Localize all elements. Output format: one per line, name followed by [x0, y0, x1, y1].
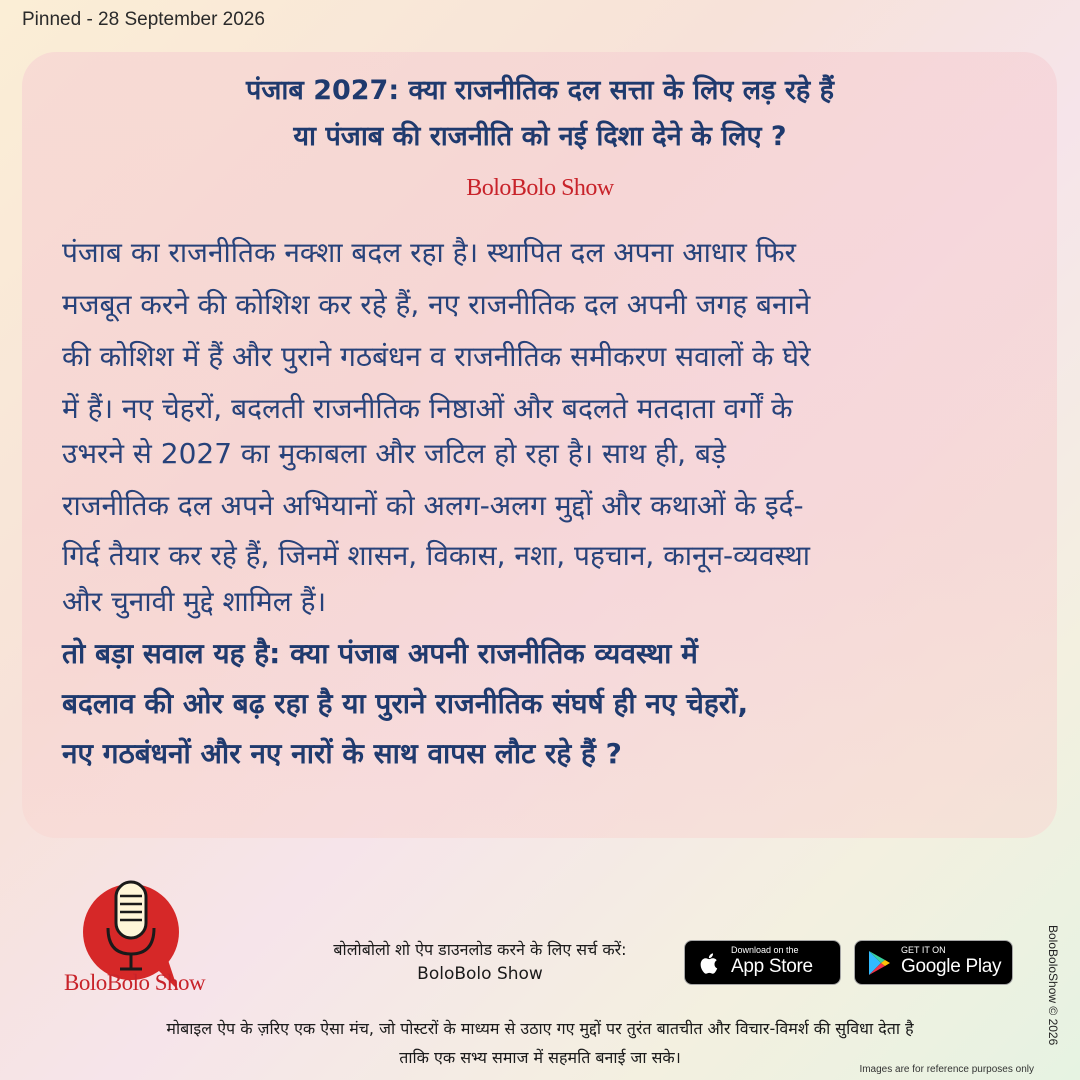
apple-icon — [695, 949, 723, 977]
app-store-small-label: Download on the — [731, 945, 799, 955]
footer-line-2: ताकि एक सभ्य समाज में सहमति बनाई जा सके। — [399, 1048, 681, 1067]
body-line: और चुनावी मुद्दे शामिल हैं। — [62, 585, 327, 618]
body-line: गिर्द तैयार कर रहे हैं, जिनमें शासन, विकास, नशा, पहचान, कानून-व्यवस्था — [62, 539, 810, 572]
app-search-hint: बोलोबोलो शो ऐप डाउनलोड करने के लिए सर्च करें: — [333, 940, 627, 959]
body-line: उभरने से 2027 का मुकाबला और जटिल हो रहा है। साथ ही, बड़े — [62, 437, 726, 470]
body-line: मजबूत करने की कोशिश कर रहे हैं, नए राजनीतिक दल अपनी जगह बनाने — [62, 288, 811, 321]
question-line: नए गठबंधनों और नए नारों के साथ वापस लौट रहे हैं ? — [62, 737, 622, 770]
google-play-button[interactable] — [854, 940, 1013, 985]
app-search-name: BoloBolo Show — [417, 964, 543, 984]
copyright-notice: BoloBoloShow © 2026 — [1046, 925, 1060, 1046]
pinned-date: Pinned - 28 September 2026 — [22, 9, 265, 30]
brand-wordmark: BoloBolo Show — [466, 175, 614, 201]
app-store-button[interactable] — [684, 940, 841, 985]
play-icon — [865, 949, 893, 977]
logo-wordmark: BoloBolo Show — [64, 970, 206, 995]
disclaimer: Images are for reference purposes only — [859, 1064, 1034, 1075]
body-line: राजनीतिक दल अपने अभियानों को अलग-अलग मुद्दों और कथाओं के इर्द- — [62, 489, 804, 522]
body-line: में हैं। नए चेहरों, बदलती राजनीतिक निष्ठाओं और बदलते मतदाता वर्गों के — [62, 392, 793, 425]
app-store-label: App Store — [731, 956, 813, 977]
question-line: बदलाव की ओर बढ़ रहा है या पुराने राजनीतिक संघर्ष ही नए चेहरों, — [62, 687, 749, 720]
headline-line-2: या पंजाब की राजनीति को नई दिशा देने के लिए ? — [293, 121, 787, 152]
headline-line-1: पंजाब 2027: क्या राजनीतिक दल सत्ता के लिए लड़ रहे हैं — [246, 75, 834, 106]
google-play-label: Google Play — [901, 956, 1002, 977]
question-line: तो बड़ा सवाल यह है: क्या पंजाब अपनी राजनीतिक व्यवस्था में — [62, 637, 698, 670]
body-line: पंजाब का राजनीतिक नक्शा बदल रहा है। स्थापित दल अपना आधार फिर — [62, 236, 796, 269]
body-line: की कोशिश में हैं और पुराने गठबंधन व राजनीतिक समीकरण सवालों के घेरे — [62, 340, 811, 373]
google-play-small-label: GET IT ON — [901, 945, 946, 955]
footer-line-1: मोबाइल ऐप के ज़रिए एक ऐसा मंच, जो पोस्टरों के माध्यम से उठाए गए मुद्दों पर तुरंत बातचीत और विचार-विमर्श की सुविधा देता है — [166, 1019, 914, 1038]
